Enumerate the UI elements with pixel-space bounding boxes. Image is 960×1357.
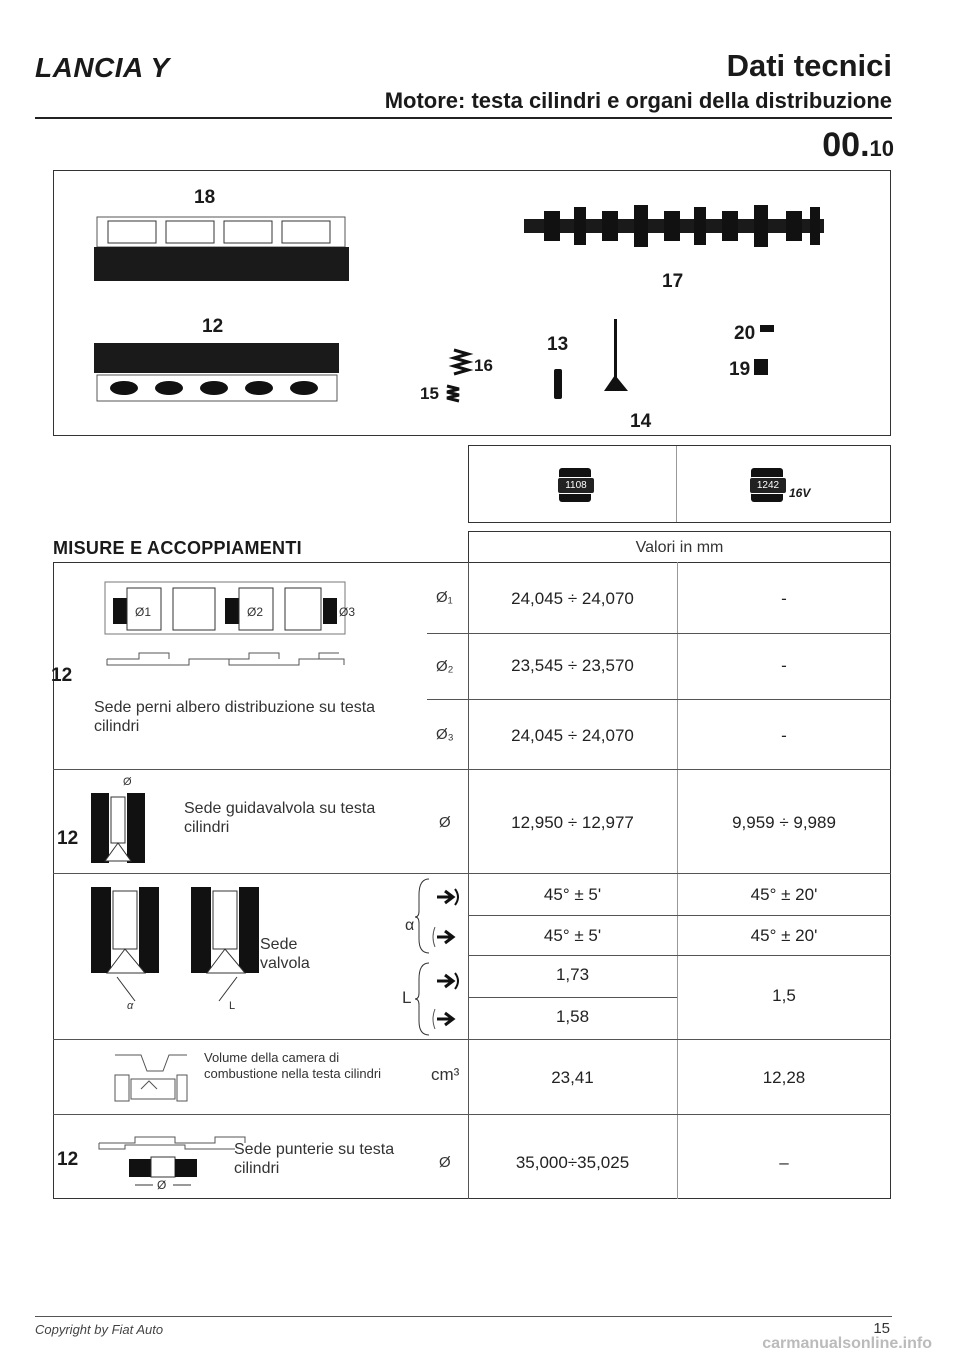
valve-14-illustration (602, 317, 630, 395)
label-19: 19 (729, 359, 751, 380)
brace-icons (415, 877, 471, 1039)
subrow-divider (427, 633, 891, 634)
cell-1108: 45° ± 5' (543, 926, 602, 945)
camshaft-cover-illustration (94, 215, 349, 285)
subrow-divider (468, 915, 891, 916)
cell-1108: 45° ± 5' (543, 885, 602, 904)
subrow-divider (427, 699, 891, 700)
cell-1108: 12,950 ÷ 12,977 (511, 813, 634, 832)
section-title: MISURE E ACCOPPIAMENTI (53, 538, 302, 558)
cell-1242: - (781, 589, 787, 608)
page-title: Dati tecnici (726, 48, 892, 83)
cell-1108: 35,000÷35,025 (515, 1153, 630, 1172)
row-divider (53, 1114, 891, 1115)
specs-table (53, 531, 891, 1199)
guide-13-illustration (552, 367, 564, 401)
cell-1242: 45° ± 20' (750, 885, 818, 904)
intake-arrow-icon (437, 889, 458, 905)
label-12: 12 (202, 316, 224, 337)
engine-16v-label: 16V (789, 486, 811, 500)
ref-number: 12 (57, 828, 79, 849)
spring-15-illustration (446, 383, 460, 405)
header-rule (35, 117, 892, 119)
cell-1242: - (781, 656, 787, 675)
cell-1242: – (779, 1153, 789, 1172)
cap-19-illustration (754, 357, 770, 377)
cell-1108: 1,58 (555, 1007, 590, 1026)
camshaft-17-illustration (524, 201, 824, 251)
symbol-diameter: Ø (439, 1154, 451, 1171)
cell-1108: 24,045 ÷ 24,070 (511, 726, 634, 745)
label-16: 16 (474, 356, 493, 375)
ref-number: 12 (51, 665, 73, 686)
subrow-divider (468, 997, 677, 998)
cell-1242: 45° ± 20' (750, 926, 818, 945)
engine-1108-label: 1108 (557, 477, 595, 494)
footer-rule (35, 1316, 892, 1317)
symbol-diameter: Ø (439, 814, 451, 831)
label-18: 18 (194, 187, 216, 208)
camshaft-d1-label: Ø1 (135, 605, 152, 619)
row-divider (53, 769, 891, 770)
spring-16-illustration (452, 347, 470, 377)
page-number: 15 (873, 1320, 890, 1337)
row-divider (53, 873, 891, 874)
camshaft-d3-label: Ø3 (339, 605, 356, 619)
cell-1108: 24,045 ÷ 24,070 (511, 589, 634, 608)
values-header: Valori in mm (468, 531, 891, 562)
watermark: carmanualsonline.info (762, 1335, 932, 1352)
symbol-l: L (402, 988, 412, 1007)
exhaust-arrow-icon (433, 927, 453, 947)
components-figure (53, 170, 891, 436)
diagram-alpha: α (127, 1000, 134, 1012)
symbol-d2: Ø₂ (436, 658, 454, 675)
engine-header (468, 445, 891, 523)
diagram-l: L (229, 1000, 236, 1012)
symbol-cm3: cm³ (431, 1065, 460, 1084)
section-code: 00.10 (822, 126, 894, 164)
symbol-alpha: α (405, 917, 415, 934)
cylinder-head-illustration (94, 343, 339, 405)
valve-seat-desc: Sede valvola (260, 936, 310, 972)
cell-1242: 1,5 (772, 986, 796, 1005)
ref-number: 12 (57, 1149, 79, 1170)
engine-1242-label: 1242 (749, 477, 787, 494)
cell-1108: 23,41 (551, 1068, 594, 1087)
combustion-desc: Volume della camera di combustione nella testa cilindri (204, 1050, 382, 1081)
label-14: 14 (630, 411, 652, 432)
label-15: 15 (420, 384, 439, 403)
retainer-20-illustration (760, 323, 776, 335)
exhaust-arrow-icon (433, 1009, 453, 1029)
camshaft-profile-diagram (99, 643, 349, 669)
combustion-chamber-diagram (111, 1045, 191, 1107)
cell-1108: 1,73 (555, 965, 590, 984)
symbol-d1: Ø₁ (436, 589, 453, 606)
subrow-divider (468, 955, 891, 956)
valve-seat-diagram (87, 881, 277, 1031)
row-divider (53, 1039, 891, 1040)
cell-1242: - (781, 726, 787, 745)
tappet-seat-desc: Sede punterie su testa cilindri (234, 1141, 395, 1177)
valve-guide-diagram-label: Ø (123, 776, 132, 788)
cell-1242: 12,28 (762, 1068, 806, 1087)
valve-guide-desc: Sede guidavalvola su testa cilindri (184, 800, 376, 836)
engine-1108-icon (555, 464, 595, 504)
label-20: 20 (734, 323, 756, 344)
intake-arrow-icon (437, 973, 458, 989)
camshaft-seat-diagram (99, 576, 356, 642)
cell-1242: 9,959 ÷ 9,989 (732, 813, 836, 832)
engine-1242-icon (747, 464, 787, 504)
brand-title: LANCIA Y (35, 52, 170, 83)
cell-1108: 23,545 ÷ 23,570 (511, 656, 634, 675)
engine-divider (676, 446, 677, 522)
valve-guide-diagram (83, 775, 153, 867)
symbol-d3: Ø₃ (436, 726, 454, 743)
label-17: 17 (662, 271, 684, 292)
copyright: Copyright by Fiat Auto (35, 1322, 164, 1337)
camshaft-seat-desc: Sede perni albero distribuzione su testa cilindri (94, 699, 376, 735)
camshaft-d2-label: Ø2 (247, 605, 264, 619)
tappet-diagram-label: Ø (157, 1178, 167, 1192)
page-subtitle: Motore: testa cilindri e organi della distribuzione (384, 88, 892, 113)
label-13: 13 (547, 334, 569, 355)
